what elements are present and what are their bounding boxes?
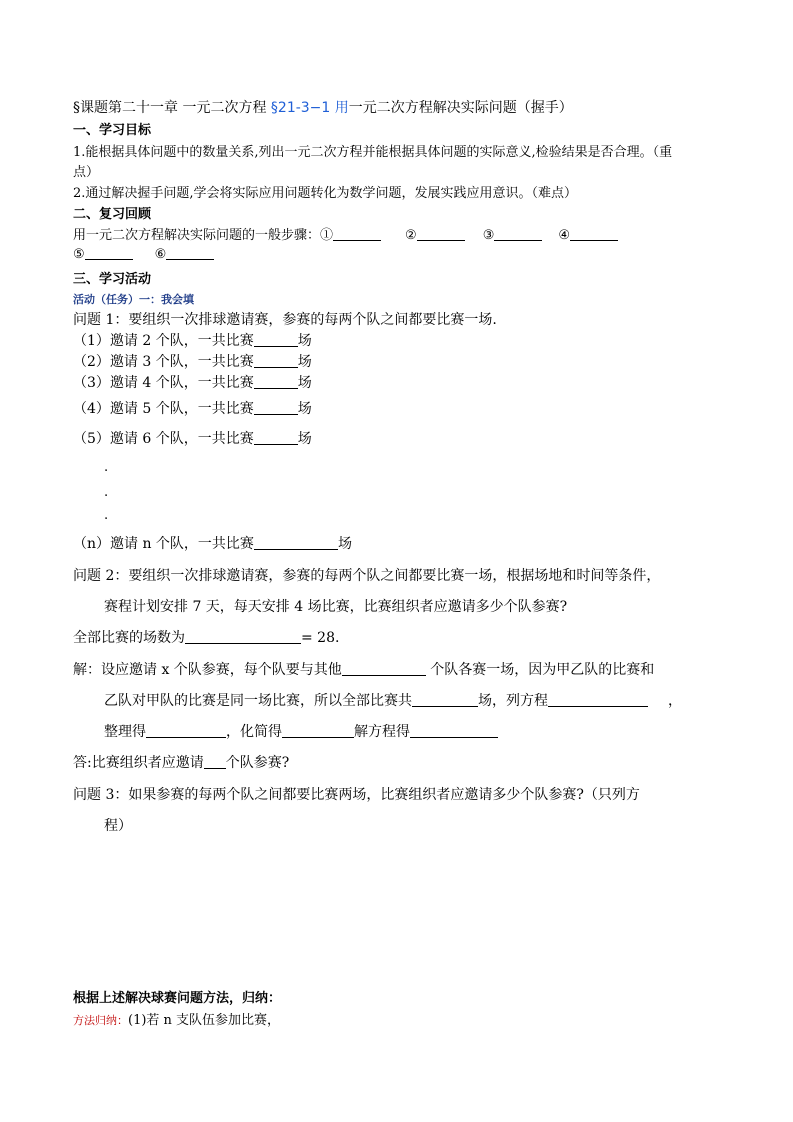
q1-blank-1[interactable] (254, 332, 298, 347)
solution-blank-solve[interactable] (410, 723, 498, 738)
q1-item-4: （4）邀请 5 个队，一共比赛 场 (73, 401, 312, 417)
goal-1-cont: 点） (73, 165, 100, 180)
question-3-cont: 程） (104, 818, 132, 834)
ellipsis-dot: . (104, 460, 109, 475)
q1-blank-5[interactable] (254, 430, 298, 445)
ellipsis-dot: . (104, 508, 109, 523)
goals-heading: 一、学习目标 (73, 123, 152, 138)
method-summary: 方法归纳：(1)若 n 支队伍参加比赛， (73, 1013, 281, 1028)
q1-item-1: （1）邀请 2 个队，一共比赛 场 (73, 333, 312, 349)
blank-step-1[interactable] (333, 227, 381, 241)
q1-item-n: （n）邀请 n 个队，一共比赛 场 (73, 536, 352, 552)
solution-blank-equation[interactable] (548, 692, 648, 707)
q1-item-5: （5）邀请 6 个队，一共比赛 场 (73, 431, 312, 447)
review-steps-cont: ⑤ ⑥ (73, 246, 214, 262)
total-matches: 全部比赛的场数为 = 28. (73, 630, 340, 646)
q1-blank-2[interactable] (254, 353, 298, 368)
blank-step-6[interactable] (166, 246, 214, 260)
blank-step-3[interactable] (494, 227, 542, 241)
review-steps: 用一元二次方程解决实际问题的一般步骤：① ② ③ ④ (73, 224, 618, 243)
question-1: 问题 1：要组织一次排球邀请赛，参赛的每两个队之间都要比赛一场. (73, 312, 497, 328)
answer-blank[interactable] (204, 754, 226, 769)
question-3: 问题 3：如果参赛的每两个队之间都要比赛两场，比赛组织者应邀请多少个队参赛?（只列方 (73, 787, 640, 803)
q1-blank-n[interactable] (254, 535, 338, 550)
question-2-cont: 赛程计划安排 7 天，每天安排 4 场比赛，比赛组织者应邀请多少个队参赛? (104, 599, 568, 615)
solution-line-1: 解：设应邀请 x 个队参赛，每个队要与其他 个队各赛一场，因为甲乙队的比赛和 (73, 662, 655, 678)
goal-2: 2.通过解决握手问题,学会将实际应用问题转化为数学问题，发展实践应用意识。（难点） (73, 186, 578, 201)
solution-line-2: 乙队对甲队的比赛是同一场比赛，所以全部比赛共 场，列方程 ， (104, 693, 682, 709)
solution-blank-simplify[interactable] (282, 723, 354, 738)
answer-line: 答:比赛组织者应邀请 个队参赛? (73, 755, 290, 771)
page-title: §课题第二十一章 一元二次方程 §21-3−1 用一元二次方程解决实际问题（握手） (73, 100, 573, 116)
ellipsis-dot: . (104, 485, 109, 500)
solution-blank-arrange[interactable] (146, 723, 226, 738)
question-2: 问题 2：要组织一次排球邀请赛，参赛的每两个队之间都要比赛一场，根据场地和时间等条件， (73, 568, 661, 584)
solution-blank-others[interactable] (342, 661, 426, 676)
q1-item-3: （3）邀请 4 个队，一共比赛 场 (73, 375, 312, 391)
activity-heading: 三、学习活动 (73, 272, 152, 287)
task-label: 活动（任务）一：我会填 (73, 293, 194, 306)
solution-blank-total[interactable] (412, 692, 478, 707)
blank-step-2[interactable] (417, 227, 465, 241)
q1-blank-3[interactable] (254, 374, 298, 389)
blank-step-5[interactable] (85, 246, 133, 260)
solution-line-3: 整理得 ，化简得 解方程得 (104, 721, 498, 741)
review-heading: 二、复习回顾 (73, 207, 152, 222)
summary-intro: 根据上述解决球赛问题方法，归纳： (73, 991, 282, 1006)
goal-1: 1.能根据具体问题中的数量关系,列出一元二次方程并能根据具体问题的实际意义,检验结果是否合理。（重 (73, 145, 673, 160)
total-blank[interactable] (185, 629, 301, 644)
q1-blank-4[interactable] (254, 400, 298, 415)
blank-step-4[interactable] (570, 227, 618, 241)
q1-item-2: （2）邀请 3 个队，一共比赛 场 (73, 354, 312, 370)
